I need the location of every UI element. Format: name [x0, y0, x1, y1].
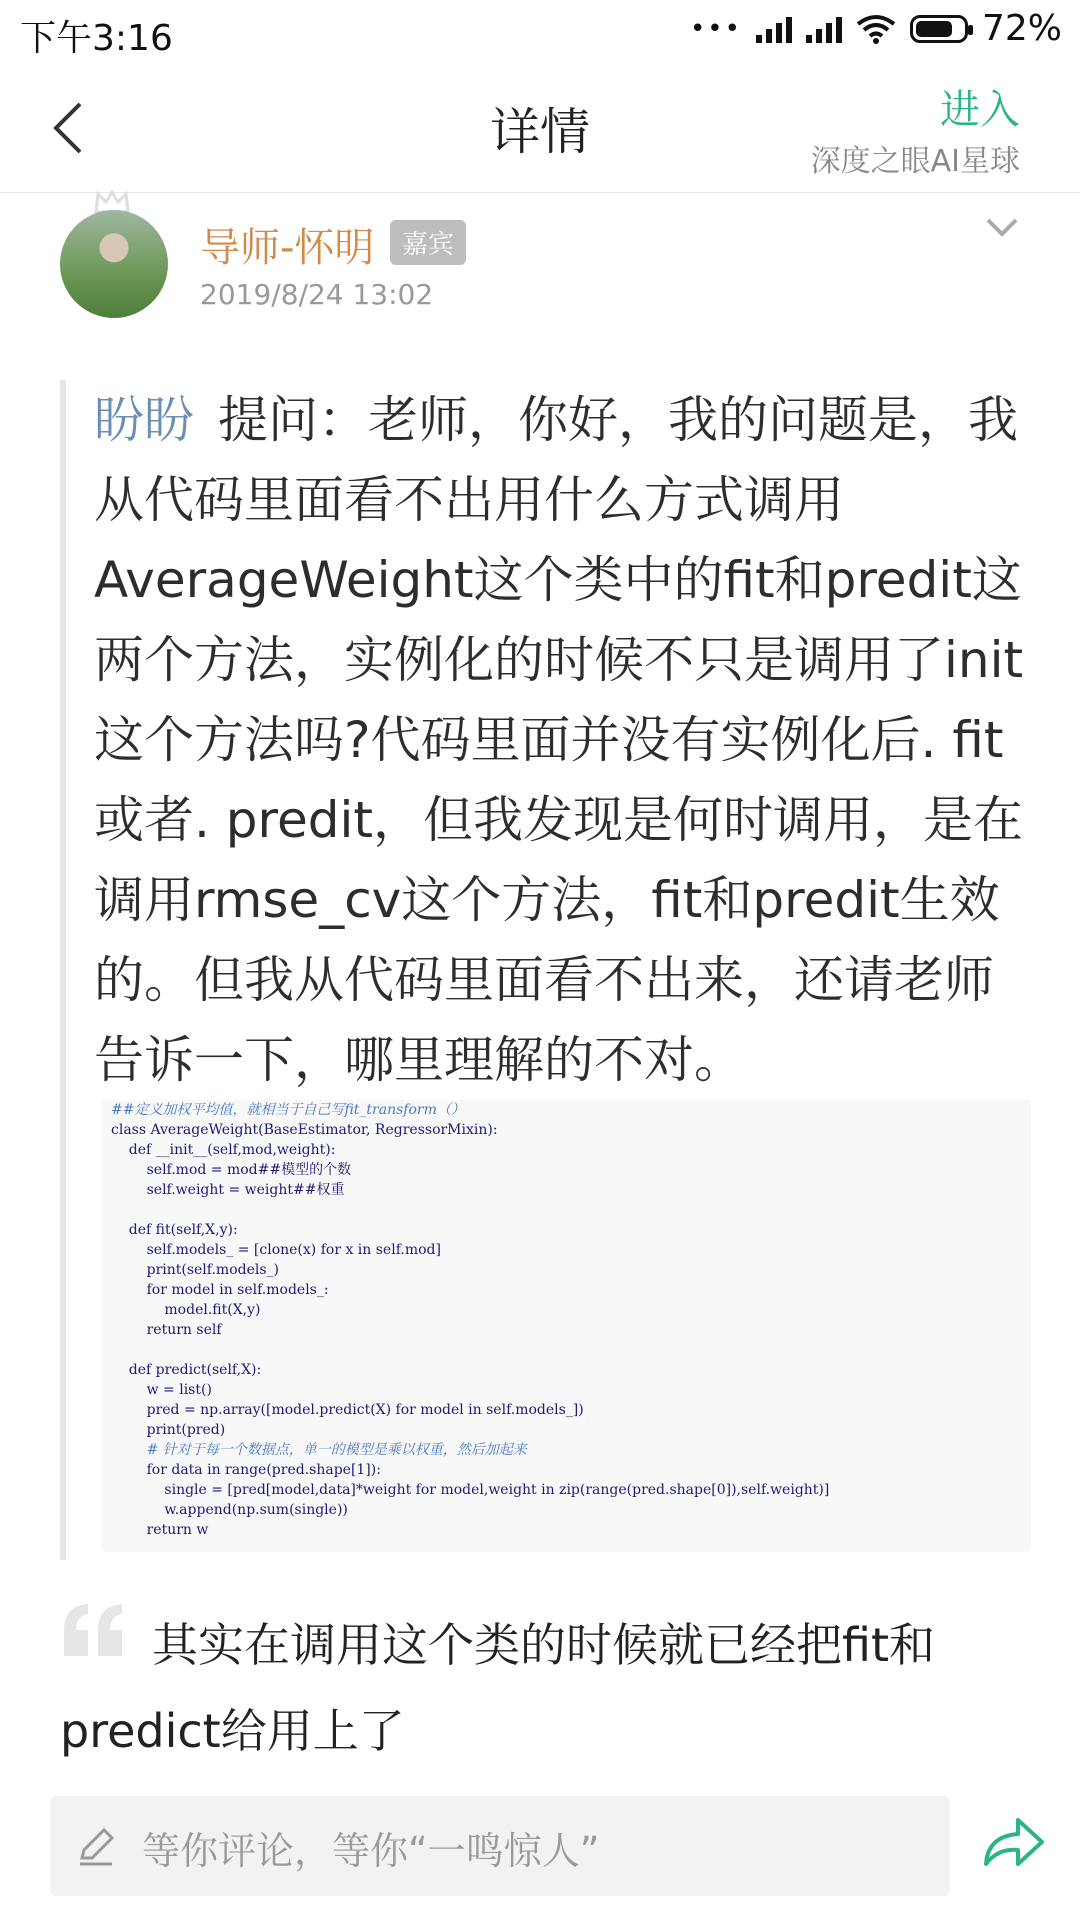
code-line: print(self.models_)	[111, 1262, 279, 1278]
battery-percent: 72%	[981, 8, 1062, 49]
status-time: 下午3:16	[20, 18, 173, 59]
code-line: print(pred)	[111, 1422, 226, 1438]
code-line: for data in range(pred.shape[1]):	[111, 1462, 381, 1478]
battery-icon	[910, 15, 968, 43]
signal-icon-2	[806, 15, 842, 43]
code-line: self.models_ = [clone(x) for x in self.mod]	[111, 1242, 441, 1258]
code-line: single = [pred[model,data]*weight for model,weight in zip(range(pred.shape[0]),self.weight)]	[111, 1482, 830, 1498]
pencil-icon	[74, 1824, 118, 1868]
code-image[interactable]	[101, 1100, 1031, 1552]
share-icon[interactable]	[980, 1812, 1046, 1872]
code-line: self.mod = mod##模型的个数	[111, 1162, 352, 1178]
code-line: w.append(np.sum(single))	[111, 1502, 348, 1518]
author-name[interactable]: 导师-怀明	[200, 225, 375, 271]
code-line: ##定义加权平均值，就相当于自己写fit_transform（）	[111, 1102, 465, 1118]
code-line: for model in self.models_:	[111, 1282, 329, 1298]
more-dots-icon: •••	[689, 13, 742, 44]
code-line: model.fit(X,y)	[111, 1302, 261, 1318]
code-line	[111, 1200, 1021, 1220]
guest-badge: 嘉宾	[390, 220, 466, 265]
asker-name[interactable]: 盼盼	[94, 391, 194, 449]
comment-placeholder: 等你评论，等你“一鸣惊人”	[142, 1829, 600, 1873]
nav-header	[0, 64, 1080, 193]
code-line: def predict(self,X):	[111, 1362, 262, 1378]
code-line: return w	[111, 1522, 209, 1538]
code-line: return self	[111, 1322, 222, 1338]
comment-input[interactable]	[50, 1796, 950, 1896]
code-line: # 针对于每一个数据点，单一的模型是乘以权重，然后加起来	[111, 1442, 527, 1458]
channel-name[interactable]: 深度之眼AI星球	[810, 144, 1020, 179]
code-line: w = list()	[111, 1382, 212, 1398]
answer-text: 其实在调用这个类的时候就已经把fit和predict给用上了	[60, 1618, 936, 1758]
page-title: 详情	[490, 103, 590, 161]
question-block	[60, 380, 1036, 1560]
enter-button[interactable]: 进入	[940, 87, 1020, 133]
question-body: 提问：老师，你好，我的问题是，我从代码里面看不出用什么方式调用AverageWeight这个类中的fit和predit这两个方法，实例化的时候不只是调用了init这个方法吗?代码里面并没有实例化后. fit或者. predit，但我发现是何时调用，是在调用rmse_cv这个方法，fit和predit生效的。但我从代码里面看不出来，还请老师告诉一下，哪里理解的不对。	[94, 391, 1024, 1089]
question-text	[94, 380, 1034, 1100]
status-bar	[0, 0, 1080, 64]
status-icons	[690, 8, 1062, 49]
wifi-icon	[856, 14, 896, 44]
code-line: def __init__(self,mod,weight):	[111, 1142, 336, 1158]
code-line: self.weight = weight##权重	[111, 1182, 345, 1198]
chevron-down-icon[interactable]	[982, 212, 1022, 242]
post-date: 2019/8/24 13:02	[200, 278, 434, 311]
avatar[interactable]	[60, 210, 168, 318]
code-line: pred = np.array([model.predict(X) for model in self.models_])	[111, 1402, 584, 1418]
code-line: def fit(self,X,y):	[111, 1222, 238, 1238]
code-line: class AverageWeight(BaseEstimator, RegressorMixin):	[111, 1122, 498, 1138]
signal-icon	[756, 15, 792, 43]
code-line	[111, 1340, 1021, 1360]
